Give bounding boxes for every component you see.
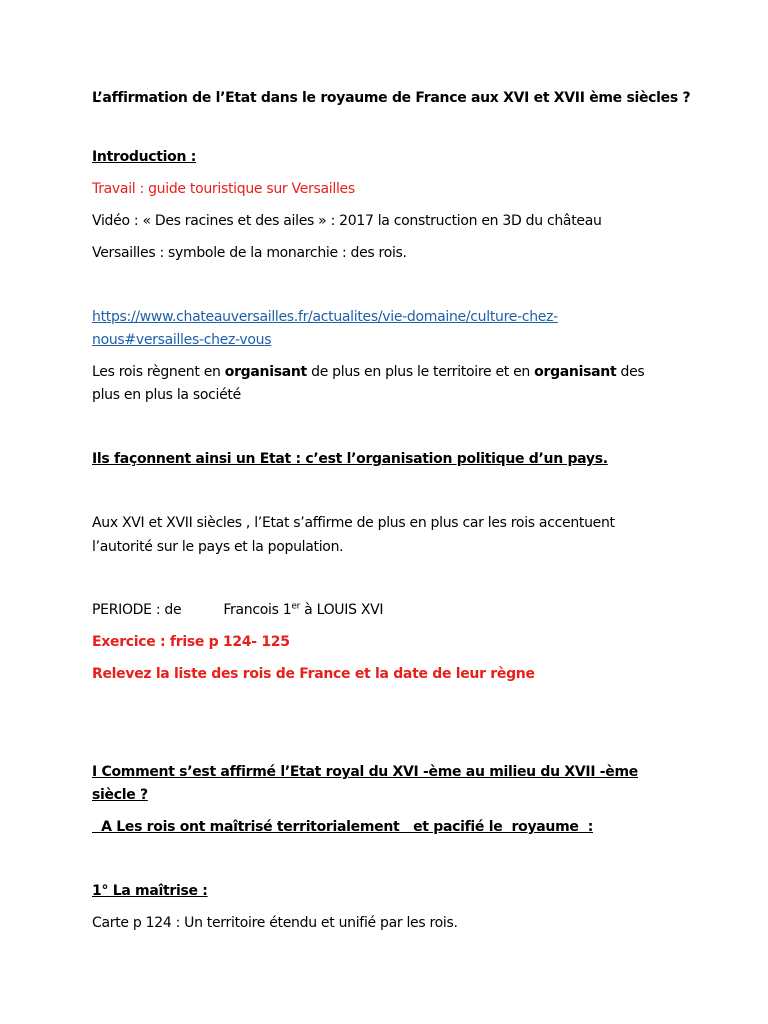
periode-sup: er	[291, 601, 300, 612]
periode-from: Francois 1	[223, 602, 292, 618]
relevez-line: Relevez la liste des rois de France et la date de leur règne	[92, 666, 535, 682]
section1-heading: 1° La maîtrise :	[92, 883, 208, 899]
versailles-link-line1[interactable]: https://www.chateauversailles.fr/actualites/vie-domaine/culture-chez-	[92, 309, 558, 325]
rois-text-3: des	[616, 364, 645, 380]
document-title: L’affirmation de l’Etat dans le royaume de France aux XVI et XVII ème siècles ?	[92, 90, 691, 106]
siecles-paragraph-line1: Aux XVI et XVII siècles , l’Etat s’affirme de plus en plus car les rois accentuent	[92, 515, 615, 531]
introduction-heading: Introduction :	[92, 149, 197, 165]
rois-bold-2: organisant	[534, 364, 617, 380]
rois-bold-1: organisant	[224, 364, 307, 380]
siecles-paragraph-line2: l’autorité sur le pays et la population.	[92, 539, 344, 555]
part1-heading-line1: I Comment s’est affirmé l’Etat royal du XVI -ème au milieu du XVII -ème	[92, 764, 638, 780]
rois-text-2: de plus en plus le territoire et en	[306, 364, 535, 380]
exercice-line: Exercice : frise p 124- 125	[92, 634, 290, 650]
carte-line: Carte p 124 : Un territoire étendu et unifié par les rois.	[92, 915, 458, 931]
part1-heading-line2: siècle ?	[92, 787, 148, 803]
rois-text-1: Les rois règnent en	[92, 364, 225, 380]
versailles-link-line2[interactable]: nous#versailles-chez-vous	[92, 332, 272, 348]
periode-to: à LOUIS XVI	[300, 602, 384, 618]
rois-paragraph-line2: plus en plus la société	[92, 387, 241, 403]
part1-subheading: A Les rois ont maîtrisé territorialement et pacifié le royaume :	[92, 819, 594, 835]
rois-paragraph-line1	[92, 362, 644, 382]
periode-label: PERIODE : de	[92, 602, 182, 618]
etat-definition: Ils façonnent ainsi un Etat : c’est l’organisation politique d’un pays.	[92, 451, 608, 467]
periode-line	[92, 600, 383, 620]
video-line: Vidéo : « Des racines et des ailes » : 2017 la construction en 3D du château	[92, 213, 602, 229]
travail-line: Travail : guide touristique sur Versailles	[92, 181, 355, 197]
versailles-line: Versailles : symbole de la monarchie : des rois.	[92, 245, 407, 261]
